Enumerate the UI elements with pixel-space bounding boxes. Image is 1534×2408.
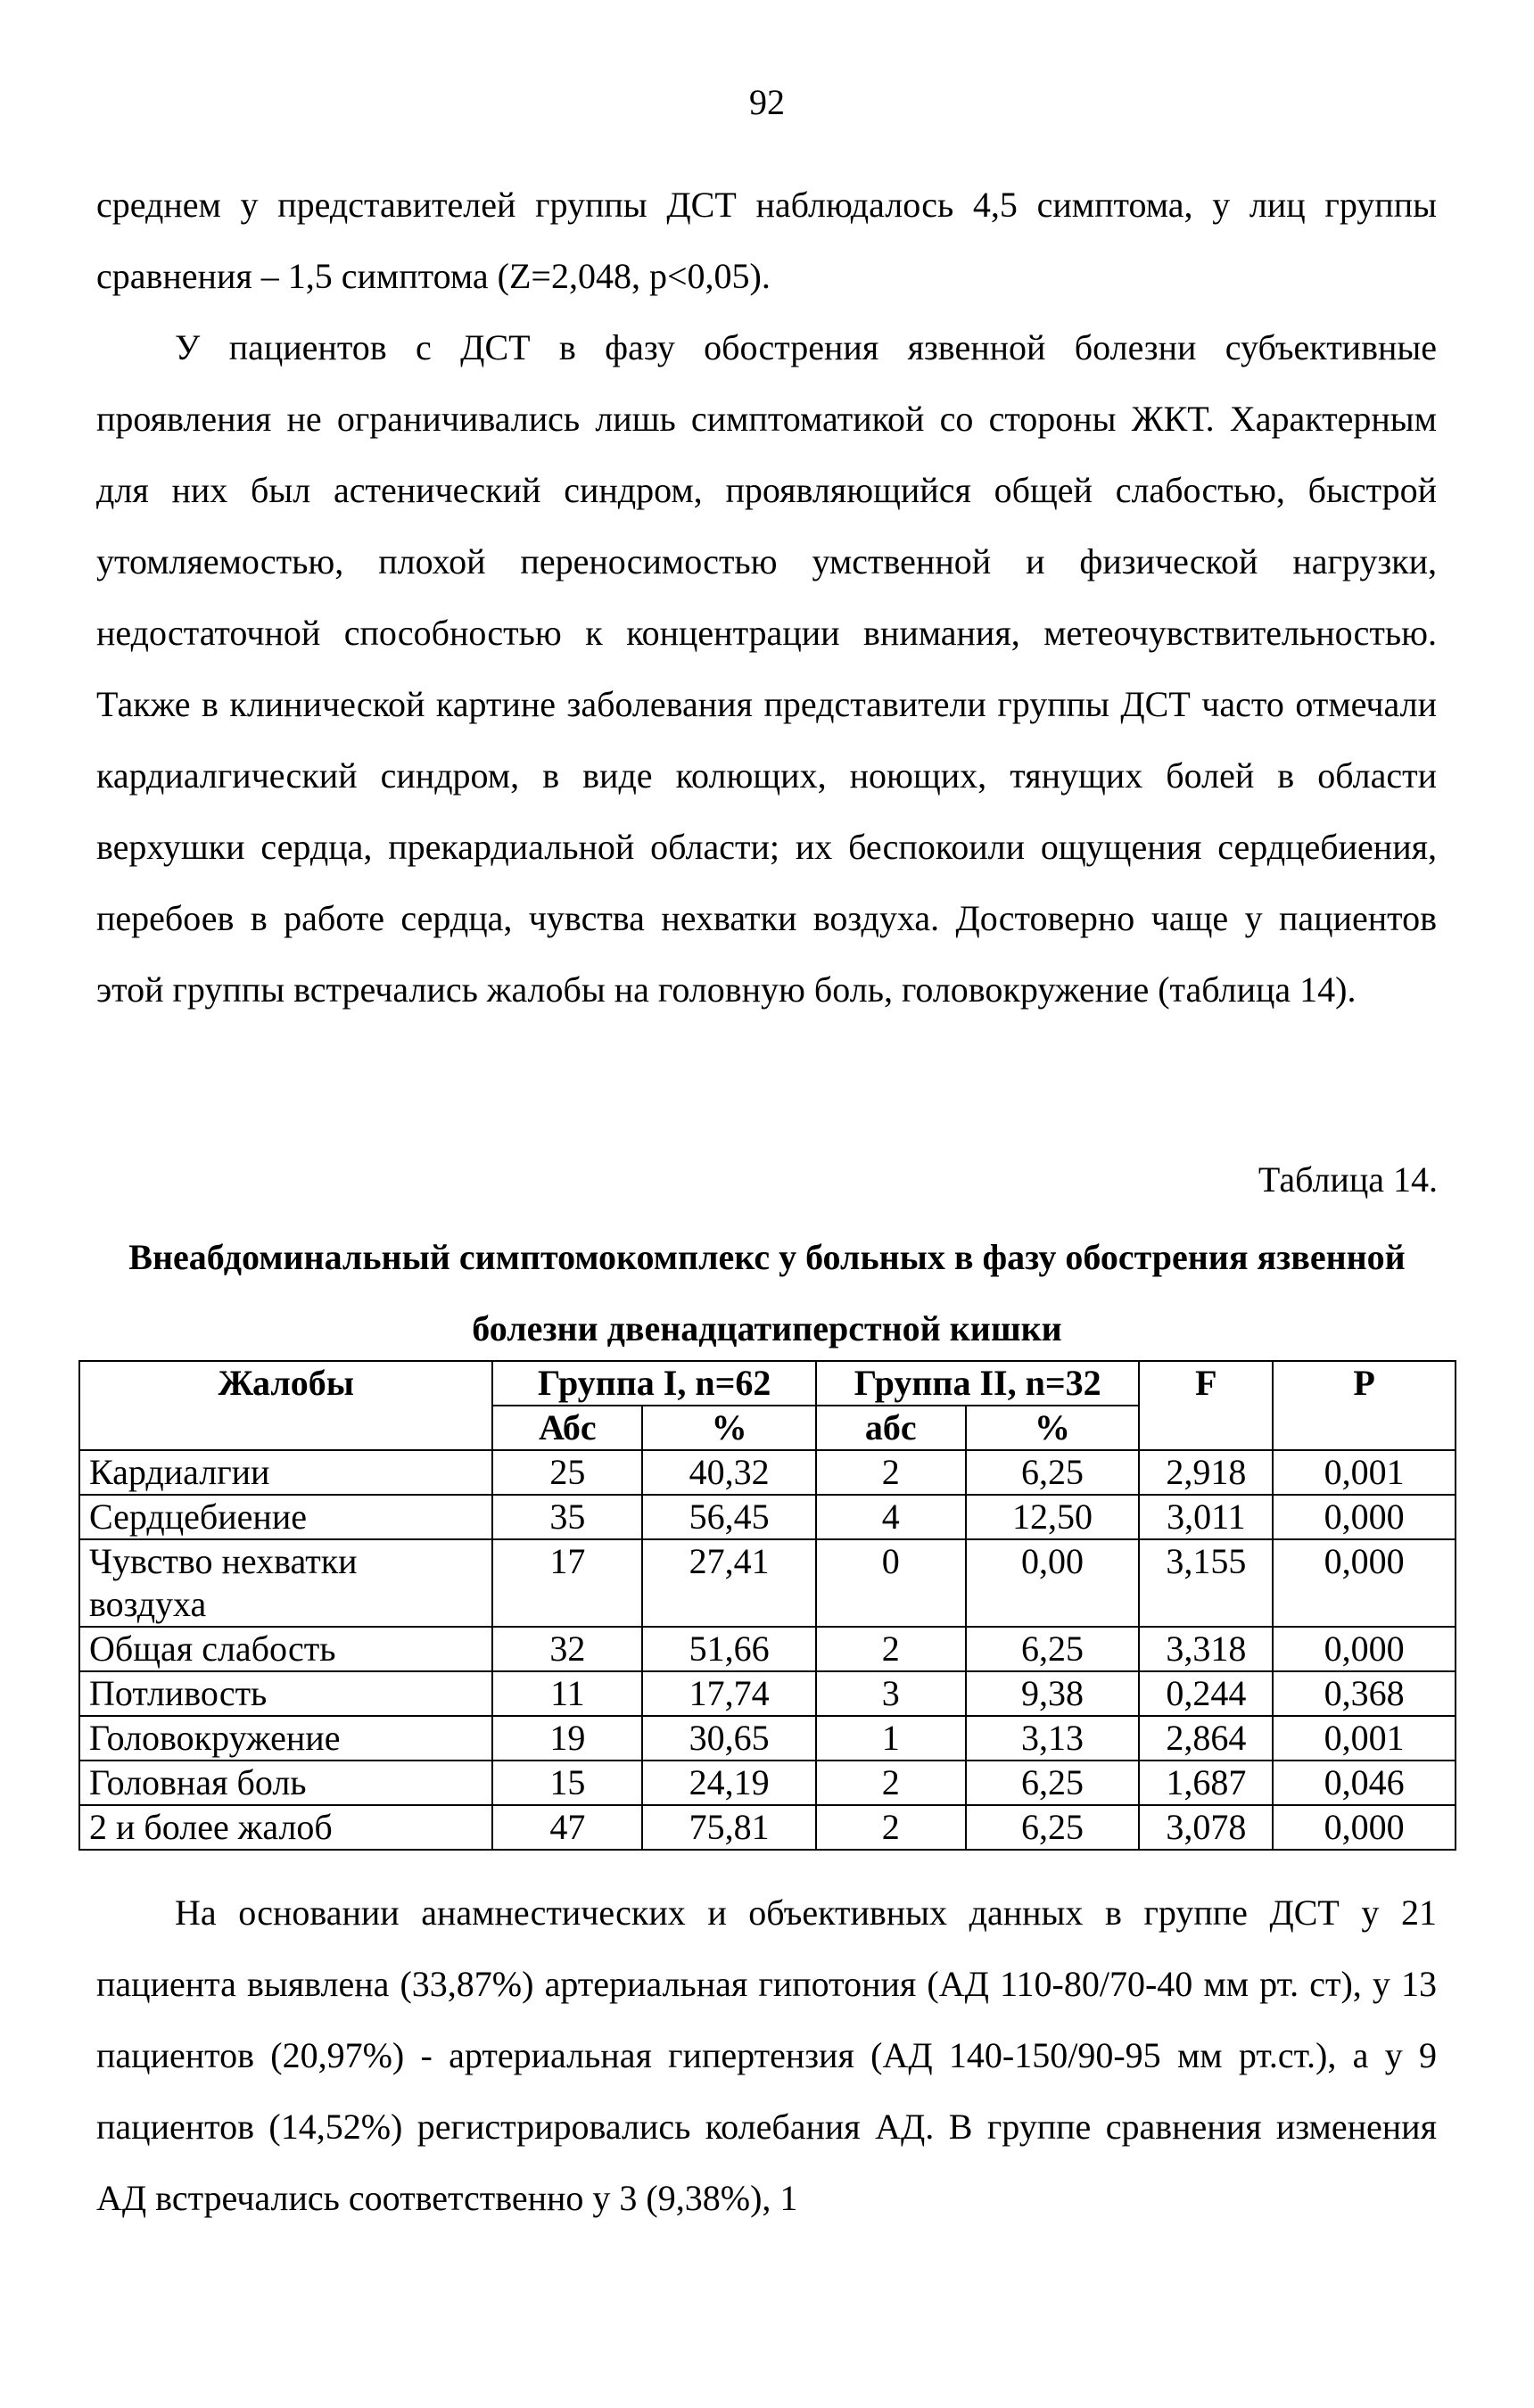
cell-f: 3,011 [1139,1495,1273,1539]
header-group-2: Группа II, n=32 [816,1361,1139,1406]
cell-g2-abs: 1 [816,1716,966,1761]
cell-g1-pct: 40,32 [642,1450,816,1495]
page-number: 92 [749,82,785,122]
cell-g1-pct: 56,45 [642,1495,816,1539]
cell-complaint: Чувство нехватки воздуха [79,1539,492,1627]
table-row [79,1539,1456,1627]
header-group-1: Группа I, n=62 [492,1361,815,1406]
table-row [79,1805,1456,1850]
cell-g1-abs: 15 [492,1761,642,1805]
cell-complaint: Головная боль [79,1761,492,1805]
table-row [79,1761,1456,1805]
cell-g2-pct: 9,38 [966,1671,1140,1716]
cell-f: 3,078 [1139,1805,1273,1850]
cell-f: 3,318 [1139,1627,1273,1671]
cell-g1-abs: 19 [492,1716,642,1761]
cell-g2-abs: 0 [816,1539,966,1627]
header-g1-abs: Абс [492,1406,642,1450]
cell-g1-abs: 47 [492,1805,642,1850]
table-title: Внеабдоминальный симптомокомплекс у больных в фазу обострения язвенной болезни двенадцатиперстной кишки [128,1237,1406,1348]
cell-p: 0,000 [1273,1495,1456,1539]
cell-g2-pct: 3,13 [966,1716,1140,1761]
cell-p: 0,368 [1273,1671,1456,1716]
text-block-bottom [96,1877,1437,2234]
cell-g1-abs: 25 [492,1450,642,1495]
cell-f: 0,244 [1139,1671,1273,1716]
cell-complaint: Кардиалгии [79,1450,492,1495]
header-p: P [1273,1361,1456,1450]
table-row [79,1495,1456,1539]
cell-g2-pct: 12,50 [966,1495,1140,1539]
header-g1-pct: % [642,1406,816,1450]
cell-f: 2,918 [1139,1450,1273,1495]
table-caption: Таблица 14. [1258,1159,1438,1200]
cell-g2-abs: 2 [816,1805,966,1850]
cell-g1-pct: 51,66 [642,1627,816,1671]
cell-complaint: Сердцебиение [79,1495,492,1539]
cell-g2-pct: 6,25 [966,1450,1140,1495]
cell-g1-abs: 32 [492,1627,642,1671]
cell-g2-abs: 2 [816,1627,966,1671]
cell-g2-pct: 6,25 [966,1805,1140,1850]
cell-g1-abs: 17 [492,1539,642,1627]
paragraph: среднем у представителей группы ДСТ наблюдалось 4,5 симптома, у лиц группы сравнения – 1,5 симптома (Z=2,048, p<0,05). [96,185,1437,296]
cell-g2-abs: 2 [816,1761,966,1805]
cell-f: 2,864 [1139,1716,1273,1761]
table-row [79,1450,1456,1495]
cell-p: 0,046 [1273,1761,1456,1805]
cell-g2-abs: 2 [816,1450,966,1495]
table-row [79,1671,1456,1716]
cell-complaint: Общая слабость [79,1627,492,1671]
cell-g1-pct: 27,41 [642,1539,816,1627]
complaints-table [78,1360,1456,1851]
cell-g2-pct: 0,00 [966,1539,1140,1627]
cell-complaint: 2 и более жалоб [79,1805,492,1850]
cell-p: 0,000 [1273,1805,1456,1850]
table-row [79,1627,1456,1671]
header-g2-abs: абс [816,1406,966,1450]
cell-p: 0,000 [1273,1539,1456,1627]
header-f: F [1139,1361,1273,1450]
table-row [79,1716,1456,1761]
paragraph: У пациентов с ДСТ в фазу обострения язвенной болезни субъективные проявления не ограничивались лишь симптоматикой со стороны ЖКТ. Характерным для них был астенический синдром, проявляющийся общей слабостью, быстрой утомляемостью, плохой переносимостью умственной и физической нагрузки, недостаточной способностью к концентрации внимания, метеочувствительностью. Также в клинической картине заболевания представители группы ДСТ часто отмечали кардиалгический синдром, в виде колющих, ноющих, тянущих болей в области верхушки сердца, прекардиальной области; их беспокоили ощущения сердцебиения, перебоев в работе сердца, чувства нехватки воздуха. Достоверно чаще у пациентов этой группы встречались жалобы на головную боль, головокружение (таблица 14). [96,327,1437,1010]
text-block-top [96,169,1437,1026]
table-header-row [79,1361,1456,1406]
cell-g2-abs: 4 [816,1495,966,1539]
cell-g2-pct: 6,25 [966,1761,1140,1805]
cell-g1-pct: 24,19 [642,1761,816,1805]
cell-g1-abs: 35 [492,1495,642,1539]
cell-p: 0,000 [1273,1627,1456,1671]
cell-p: 0,001 [1273,1450,1456,1495]
header-g2-pct: % [966,1406,1140,1450]
cell-f: 1,687 [1139,1761,1273,1805]
cell-g1-pct: 17,74 [642,1671,816,1716]
cell-g1-pct: 75,81 [642,1805,816,1850]
table-body [79,1450,1456,1850]
cell-g2-abs: 3 [816,1671,966,1716]
cell-g1-abs: 11 [492,1671,642,1716]
cell-g2-pct: 6,25 [966,1627,1140,1671]
header-complaints: Жалобы [79,1361,492,1450]
cell-complaint: Головокружение [79,1716,492,1761]
cell-g1-pct: 30,65 [642,1716,816,1761]
cell-p: 0,001 [1273,1716,1456,1761]
cell-complaint: Потливость [79,1671,492,1716]
cell-f: 3,155 [1139,1539,1273,1627]
paragraph: На основании анамнестических и объективных данных в группе ДСТ у 21 пациента выявлена (33,87%) артериальная гипотония (АД 110-80/70-40 мм рт. ст), у 13 пациентов (20,97%) - артериальная гипертензия (АД 140-150/90-95 мм рт.ст.), а у 9 пациентов (14,52%) регистрировались колебания АД. В группе сравнения изменения АД встречались соответственно у 3 (9,38%), 1 [96,1893,1437,2218]
